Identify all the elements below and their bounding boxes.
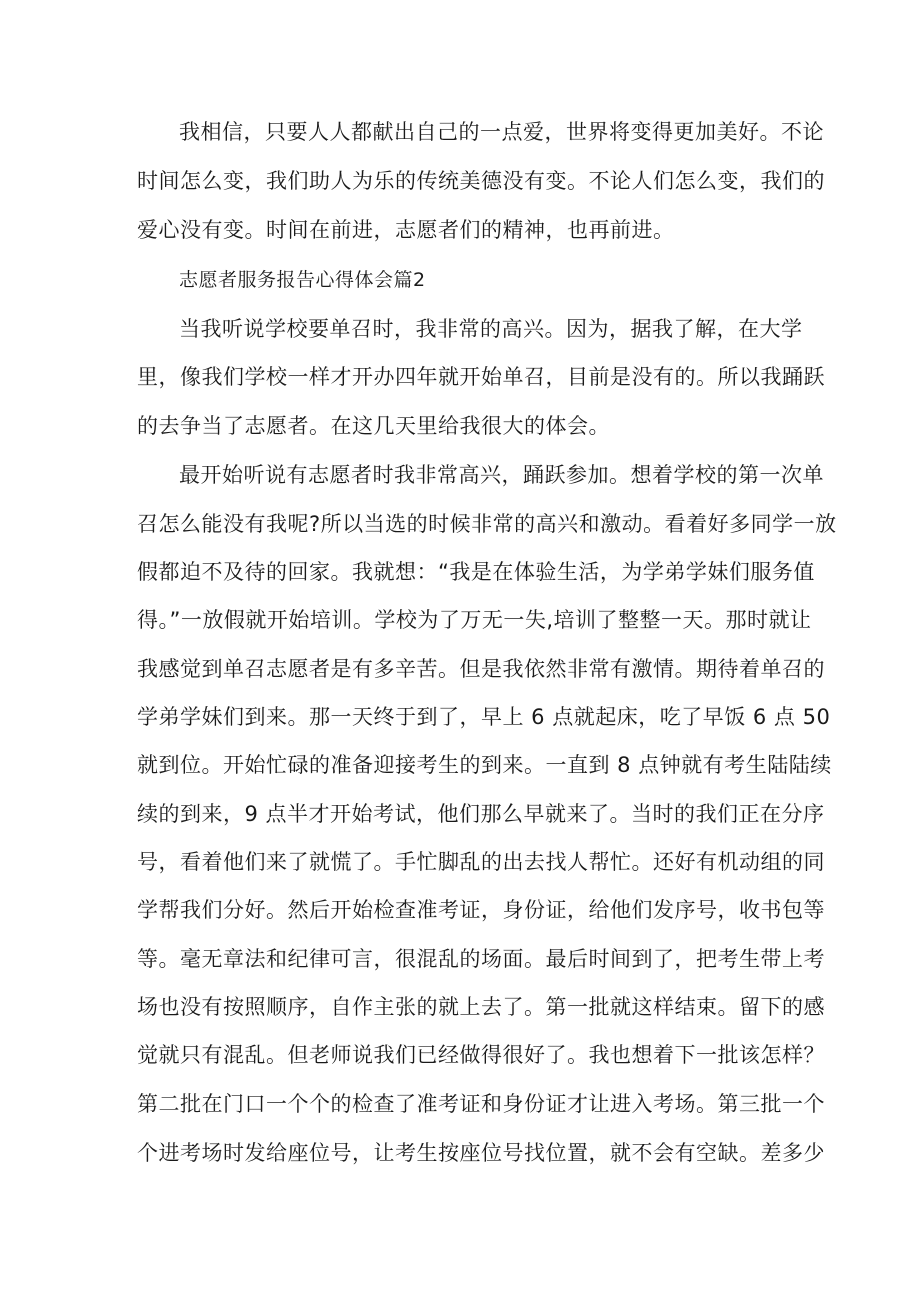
paragraph-3-line-11: 等。毫无章法和纪律可言，很混乱的场面。最后时间到了，把考生带上考 <box>137 947 825 971</box>
paragraph-3-line-9: 号，看着他们来了就慌了。手忙脚乱的出去找人帮忙。还好有机动组的同 <box>137 850 825 874</box>
paragraph-1-line-2: 时间怎么变，我们助人为乐的传统美德没有变。不论人们怎么变，我们的 <box>137 169 825 193</box>
paragraph-3-line-6: 学弟学妹们到来。那一天终于到了，早上 6 点就起床，吃了早饭 6 点 50 <box>137 705 831 729</box>
paragraph-3-line-7: 就到位。开始忙碌的准备迎接考生的到来。一直到 8 点钟就有考生陆陆续 <box>137 753 832 777</box>
paragraph-3-line-5: 我感觉到单召志愿者是有多辛苦。但是我依然非常有激情。期待着单召的 <box>137 657 825 681</box>
paragraph-2-line-3: 的去争当了志愿者。在这几天里给我很大的体会。 <box>137 414 610 438</box>
paragraph-3-line-15: 个进考场时发给座位号，让考生按座位号找位置，就不会有空缺。差多少 <box>137 1141 825 1165</box>
paragraph-1-line-1: 我相信，只要人人都献出自己的一点爱，世界将变得更加美好。不论 <box>179 120 824 144</box>
paragraph-3-line-14: 第二批在门口一个个的检查了准考证和身份证才让进入考场。第三批一个 <box>137 1092 825 1116</box>
paragraph-3-line-2: 召怎么能没有我呢?所以当选的时候非常的高兴和激动。看着好多同学一放 <box>137 512 837 536</box>
paragraph-3-line-8: 续的到来，9 点半才开始考试，他们那么早就来了。当时的我们正在分序 <box>137 802 825 826</box>
section-heading: 志愿者服务报告心得体会篇2 <box>179 269 426 291</box>
paragraph-3-line-4: 得。”一放假就开始培训。学校为了万无一失,培训了整整一天。那时就让 <box>137 608 812 632</box>
paragraph-3-line-10: 学帮我们分好。然后开始检查准考证，身份证，给他们发序号，收书包等 <box>137 898 825 922</box>
paragraph-3-line-13: 觉就只有混乱。但老师说我们已经做得很好了。我也想着下一批该怎样？ <box>137 1043 825 1067</box>
paragraph-3-line-12: 场也没有按照顺序，自作主张的就上去了。第一批就这样结束。留下的感 <box>137 995 825 1019</box>
paragraph-1-line-3: 爱心没有变。时间在前进，志愿者们的精神，也再前进。 <box>137 218 675 242</box>
paragraph-2-line-2: 里，像我们学校一样才开办四年就开始单召，目前是没有的。所以我踊跃 <box>137 365 825 389</box>
paragraph-2-line-1: 当我听说学校要单召时，我非常的高兴。因为，据我了解，在大学 <box>179 317 803 341</box>
paragraph-3-line-1: 最开始听说有志愿者时我非常高兴，踊跃参加。想着学校的第一次单 <box>179 463 824 487</box>
paragraph-3-line-3: 假都迫不及待的回家。我就想：“我是在体验生活，为学弟学妹们服务值 <box>137 560 815 584</box>
